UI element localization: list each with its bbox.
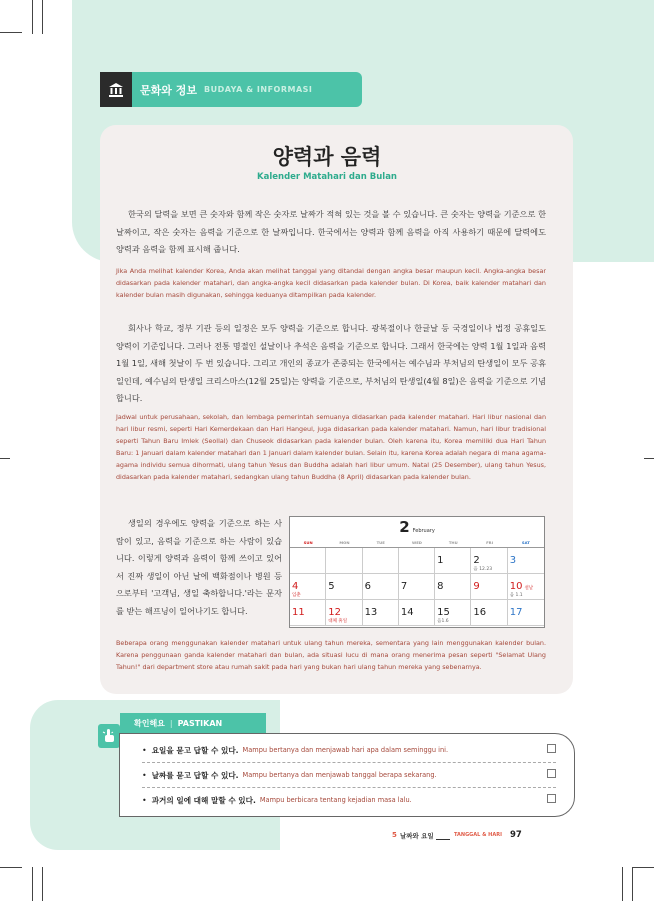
calendar-day-of-week: THU	[435, 538, 471, 548]
calendar-cell	[471, 548, 507, 574]
section-title-id: BUDAYA & INFORMASI	[203, 85, 313, 94]
calendar-date: 10	[509, 581, 523, 592]
calendar-date: 8	[437, 581, 444, 592]
calendar-cell	[326, 574, 362, 600]
page-footer	[0, 827, 654, 847]
calendar-date: 9	[473, 581, 480, 592]
checkbox[interactable]	[547, 794, 556, 803]
paragraph-3-id: Beberapa orang menggunakan kalender matahari untuk ulang tahun mereka, sementara yang lain menggunakan kalender bulan. Karena penggunaan ganda kalender matahari dan bulan, ada situasi lucu di mana orang menerima pesan seperti "Selamat Ulang Tahun!" dari department store atau rumah sakit pada hari yang bukan hari ulang tahun mereka yang sebenarnya.	[116, 639, 546, 672]
calendar-cell	[290, 600, 326, 626]
calendar-cell	[508, 574, 544, 600]
calendar-month-number: 2	[399, 518, 410, 536]
checklist-item-id: Mampu bertanya dan menjawab tanggal berapa sekarang.	[242, 771, 437, 779]
calendar-cell	[399, 600, 435, 626]
calendar-date: 7	[400, 581, 408, 592]
unit-title-ko: 날짜와 요일	[400, 832, 434, 840]
calendar-cell	[326, 548, 362, 574]
calendar-cell	[290, 548, 326, 574]
section-title-ko: 문화와 정보	[140, 83, 197, 97]
calendar-cell	[399, 574, 435, 600]
calendar-day-of-week: MON	[326, 538, 362, 548]
section-header	[100, 72, 362, 107]
calendar-date: 11	[292, 607, 305, 618]
checklist-item-ko: 과거의 일에 대해 말할 수 있다.	[151, 795, 256, 805]
calendar-cell	[435, 600, 471, 626]
checklist-card	[119, 733, 575, 817]
calendar-day-of-week: WED	[399, 538, 435, 548]
calendar-day-of-week: TUE	[363, 538, 399, 548]
checklist-item-ko: 날짜를 묻고 답할 수 있다.	[151, 770, 239, 780]
article-subtitle: Kalender Matahari dan Bulan	[257, 172, 397, 182]
checklist-item-id: Mampu bertanya dan menjawab hari apa dalam seminggu ini.	[242, 746, 449, 754]
calendar-cell	[471, 574, 507, 600]
checklist-item	[142, 764, 556, 786]
bullet-icon: •	[142, 795, 147, 805]
calendar-cell	[435, 574, 471, 600]
calendar-cell	[508, 548, 544, 574]
museum-icon	[100, 72, 132, 107]
calendar-date: 13	[364, 607, 378, 618]
divider	[142, 762, 556, 763]
calendar-cell	[508, 600, 544, 626]
calendar-date: 15	[437, 607, 450, 618]
calendar-date: 6	[364, 581, 371, 592]
unit-number: 5	[392, 831, 397, 839]
calendar-day-of-week: SAT	[508, 538, 544, 548]
calendar-cell	[435, 548, 471, 574]
checklist-item	[142, 789, 556, 811]
calendar-date: 5	[328, 581, 335, 592]
paragraph-2-id: Jadwal untuk perusahaan, sekolah, dan lembaga pemerintah semuanya didasarkan pada kalender matahari. Hari libur nasional dan hari libur resmi, seperti Hari Kemerdekaan dan Hari Hangeul, juga didasarkan pada kalender matahari. Namun, hari libur tradisional seperti Tahun Baru Imlek (Seollal) dan Chuseok didasarkan pada kalender bulan. Oleh karena itu, Korea memiliki dua Hari Tahun Baru: 1 Januari dalam kalender matahari dan 1 Januari dalam kalender bulan. Selain itu, karena Korea adalah negara di mana agama-agama individu semua dihormati, ulang tahun Yesus dan Buddha adalah hari libur umum. Natal (25 Desember), ulang tahun Yesus, didasarkan pada kalender matahari, sedangkan ulang tahun Buddha (8 April) didasarkan pada kalender bulan.	[116, 413, 546, 482]
calendar-date: 16	[473, 607, 487, 618]
calendar-month-name: February	[412, 528, 435, 534]
checklist-title-id: PASTIKAN	[177, 718, 223, 728]
calendar-grid	[290, 538, 544, 626]
calendar-note: 음 1.1	[509, 593, 523, 598]
calendar-date: 2	[473, 555, 480, 566]
calendar-cell	[326, 600, 362, 626]
calendar-date: 14	[400, 607, 414, 618]
checkbox[interactable]	[547, 769, 556, 778]
calendar-note: 입춘	[292, 593, 301, 598]
calendar-header	[290, 517, 544, 538]
calendar-cell	[363, 574, 399, 600]
checklist-title-separator: |	[169, 718, 173, 728]
calendar-day-of-week: SUN	[290, 538, 326, 548]
calendar-holiday-label: 설날	[524, 586, 534, 591]
checklist-item-id: Mampu berbicara tentang kejadian masa lalu.	[259, 796, 412, 804]
calendar-date: 3	[509, 555, 517, 566]
calendar-note: 대체 휴일	[328, 619, 348, 624]
checkbox[interactable]	[547, 744, 556, 753]
calendar-date: 1	[437, 555, 444, 566]
article-title: 양력과 음력	[272, 145, 382, 169]
calendar-cell	[363, 600, 399, 626]
bullet-icon: •	[142, 745, 147, 755]
calendar-note: 음1.6	[437, 619, 449, 624]
checklist-item-ko: 요일을 묻고 답할 수 있다.	[151, 745, 239, 755]
pointing-hand-icon	[98, 724, 120, 748]
calendar-cell	[399, 548, 435, 574]
paragraph-2-ko: 회사나 학교, 정부 기관 등의 일정은 모두 양력을 기준으로 합니다. 광복절이나 한글날 등 국경일이나 법정 공휴일도 양력이 기준입니다. 그러나 전통 명절인 설날이나 추석은 음력을 기준으로 합니다. 그래서 한국에는 양력 1월 1일과 음력 1월 1일, 새해 첫날이 두 번 있습니다. 그리고 개인의 종교가 존중되는 한국에서는 예수님과 부처님의 탄생일이 모두 공휴일인데, 예수님의 탄생일 크리스마스(12월 25일)는 양력을 기준으로, 부처님의 탄생일(4월 8일)은 음력을 기준으로 기념합니다.	[116, 323, 546, 404]
calendar-february	[289, 516, 545, 628]
calendar-cell	[290, 574, 326, 600]
calendar-cell	[471, 600, 507, 626]
calendar-date: 17	[509, 607, 523, 618]
unit-title-id: TANGGAL & HARI	[454, 832, 502, 838]
divider	[142, 787, 556, 788]
page-number: 97	[510, 830, 522, 840]
calendar-note: 음 12.23	[473, 567, 493, 572]
checklist-item	[142, 739, 556, 761]
checklist-title-ko: 확인해요	[134, 718, 165, 728]
paragraph-1-id: Jika Anda melihat kalender Korea, Anda akan melihat tanggal yang ditandai dengan angka besar maupun kecil. Angka-angka besar didasarkan pada kalender matahari, dan angka-angka kecil didasarkan pada kalender bulan. Di Korea, baik kalender matahari dan kalender bulan masih digunakan, sehingga keduanya ditampilkan pada kalender.	[116, 267, 546, 300]
paragraph-3-ko: 생일의 경우에도 양력을 기준으로 하는 사람이 있고, 음력을 기준으로 하는 사람이 있습니다. 이렇게 양력과 음력이 함께 쓰이고 있어서 진짜 생일이 아닌 날에 백화점이나 병원 등으로부터 '고객님, 생일 축하합니다.'라는 문자를 받는 해프닝이 일어나기도 합니다.	[116, 518, 282, 616]
calendar-day-of-week: FRI	[471, 538, 507, 548]
calendar-date: 4	[292, 581, 299, 592]
checklist-tab	[120, 713, 266, 733]
calendar-cell	[363, 548, 399, 574]
calendar-date: 12	[328, 607, 342, 618]
bullet-icon: •	[142, 770, 147, 780]
footer-rule	[436, 839, 450, 840]
paragraph-1-ko: 한국의 달력을 보면 큰 숫자와 함께 작은 숫자로 날짜가 적혀 있는 것을 볼 수 있습니다. 큰 숫자는 양력을 기준으로 한 날짜이고, 작은 숫자는 음력을 기준으로 한 날짜입니다. 한국에서는 양력과 함께 음력을 아직 사용하기 때문에 달력에도 양력과 음력을 함께 표시해 줍니다.	[116, 209, 546, 255]
